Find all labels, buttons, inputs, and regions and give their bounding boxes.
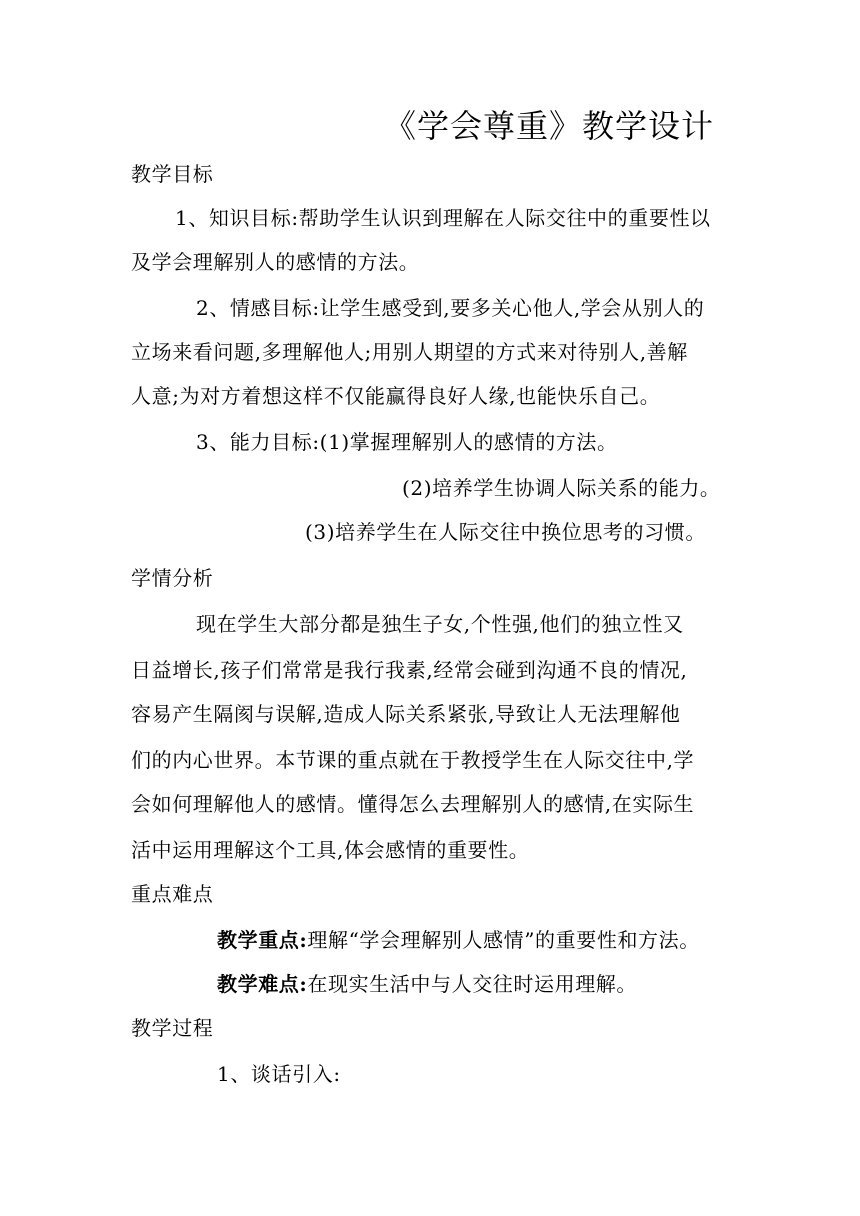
goals-heading: 教学目标: [131, 162, 214, 186]
goal3-line3: (3)培养学生在人际交往中换位思考的习惯。: [305, 520, 706, 544]
goal1-line1: 1、知识目标:帮助学生认识到理解在人际交往中的重要性以: [175, 206, 711, 230]
analysis-line6: 活中运用理解这个工具,体会感情的重要性。: [131, 838, 530, 862]
goal3-line2: (2)培养学生协调人际关系的能力。: [402, 476, 721, 500]
keypoint-row: [217, 928, 700, 952]
difficulty-text: 在现实生活中与人交往时运用理解。: [307, 972, 637, 996]
analysis-line3: 容易产生隔阂与误解,造成人际关系紧张,导致让人无法理解他: [131, 702, 681, 726]
goal2-line1: 2、情感目标:让学生感受到,要多关心他人,学会从别人的: [196, 296, 705, 320]
difficulty-row: [217, 972, 637, 996]
analysis-line1: 现在学生大部分都是独生子女,个性强,他们的独立性又: [196, 612, 684, 636]
process-step1: 1、谈话引入:: [217, 1062, 341, 1086]
difficulty-label: 教学难点:: [217, 972, 308, 996]
goal2-line3: 人意;为对方着想这样不仅能赢得良好人缘,也能快乐自己。: [131, 384, 661, 408]
goal1-line2: 及学会理解别人的感情的方法。: [131, 250, 420, 274]
process-heading: 教学过程: [131, 1016, 214, 1040]
analysis-line5: 会如何理解他人的感情。懂得怎么去理解别人的感情,在实际生: [131, 792, 695, 816]
keypoint-label: 教学重点:: [217, 928, 308, 952]
analysis-line2: 日益增长,孩子们常常是我行我素,经常会碰到沟通不良的情况,: [131, 658, 688, 682]
keypoint-text: 理解“学会理解别人感情”的重要性和方法。: [307, 928, 700, 952]
analysis-line4: 们的内心世界。本节课的重点就在于教授学生在人际交往中,学: [131, 748, 695, 772]
goal3-line1: 3、能力目标:(1)掌握理解别人的感情的方法。: [196, 430, 618, 454]
analysis-heading: 学情分析: [131, 566, 214, 590]
document-title: 《学会尊重》教学设计: [384, 107, 715, 145]
keypoints-heading: 重点难点: [131, 882, 214, 906]
goal2-line2: 立场来看问题,多理解他人;用别人期望的方式来对待别人,善解: [131, 340, 688, 364]
